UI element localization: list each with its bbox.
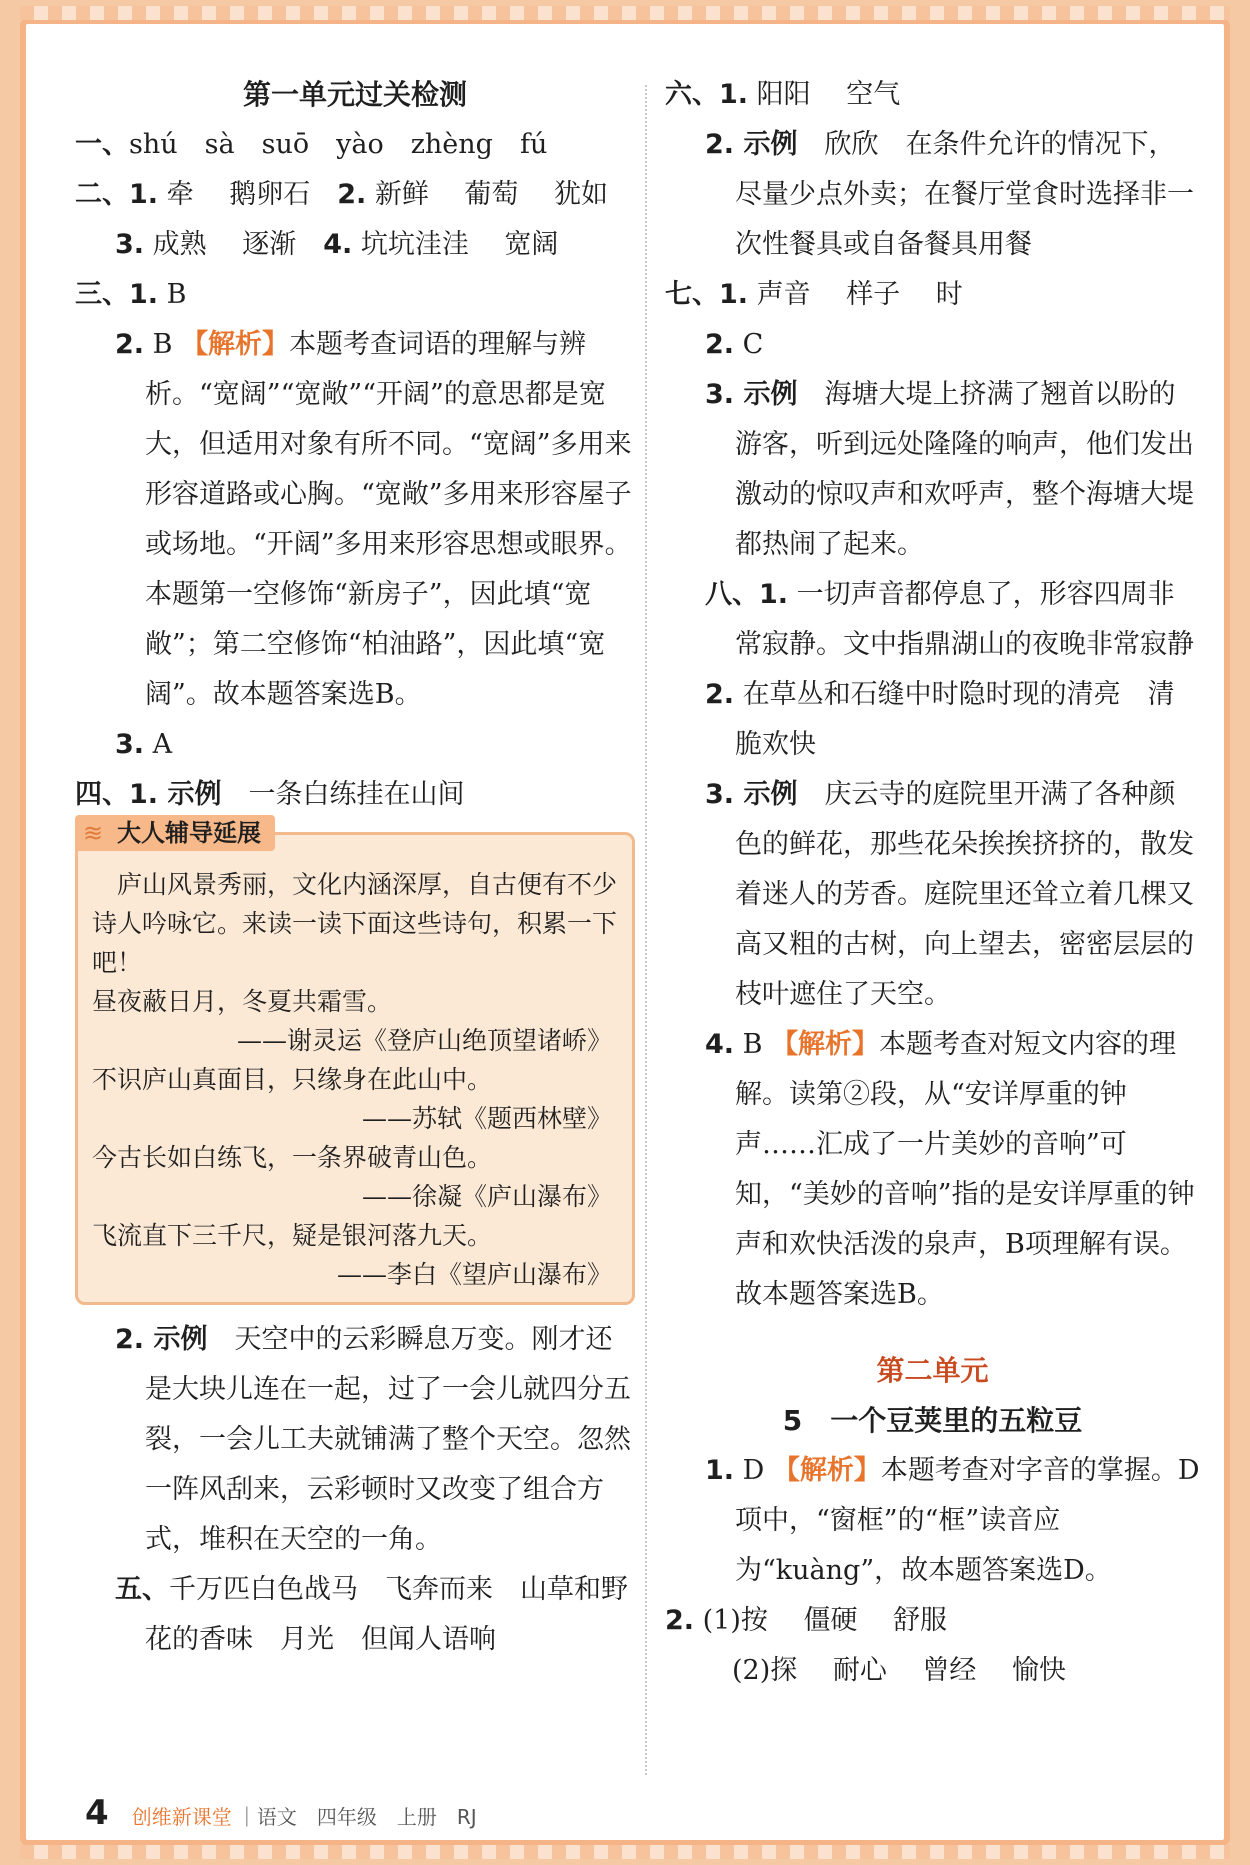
extension-box [75, 819, 635, 1305]
poem-line: 飞流直下三千尺，疑是银河落九天。 [92, 1221, 493, 1250]
answer-text: 海塘大堤上挤满了翘首以盼的游客，听到远处隆隆的响声，他们发出激动的惊叹声和欢呼声，整个海塘大堤都热闹了起来。 [735, 379, 1194, 560]
question-number: 1. [705, 1455, 735, 1486]
answer-text: shú sà suō yào zhèng fú [129, 129, 548, 160]
answer-text: 牵 鹅卵石 [158, 179, 338, 210]
question-number: 2. [115, 329, 145, 360]
right-column [665, 70, 1200, 1696]
extension-box-title-text: 大人辅导延展 [117, 819, 261, 847]
right-column-body [665, 70, 1200, 1696]
answer-text: 一条白练挂在山间 [221, 779, 465, 810]
bottom-border-decoration [20, 1845, 1230, 1859]
answer-text: 在草丛和石缝中时隐时现的清亮 清脆欢快 [734, 679, 1175, 760]
answer-text: 天空中的云彩瞬息万变。刚才还是大块儿连在一起，过了一会儿就四分五裂，一会儿工夫就铺满了整个天空。忽然一阵风刮来，云彩顿时又改变了组合方式，堆积在天空的一角。 [145, 1324, 631, 1555]
poem-source: ——李白《望庐山瀑布》 [336, 1260, 612, 1289]
left-column [75, 70, 635, 1665]
poem-line: 今古长如白练飞，一条界破青山色。 [92, 1143, 493, 1172]
lesson-title: 5 一个豆荚里的五粒豆 [782, 1404, 1083, 1437]
footer-brand: 创维新课堂 [131, 1805, 232, 1829]
question-number: 4. [323, 229, 353, 260]
extension-intro: 庐山风景秀丽，文化内涵深厚，自古便有不少诗人吟咏它。来读一读下面这些诗句，积累一下吧！ [92, 870, 618, 977]
extension-box-title [75, 815, 275, 851]
question-number: 四、1. [75, 779, 159, 810]
question-number: 2. [665, 1605, 695, 1636]
answer-line [665, 120, 1200, 270]
answer-text: B [144, 329, 182, 360]
question-number: 2. [705, 329, 735, 360]
wave-icon: ≋ [83, 819, 104, 847]
answer-line [75, 720, 635, 770]
question-number: 2. [705, 679, 735, 710]
footer-info: ｜语文 四年级 上册 RJ [236, 1805, 477, 1829]
answer-line [75, 1565, 635, 1665]
question-number: 五、 [115, 1574, 169, 1605]
answer-text: B [734, 1029, 772, 1060]
analysis-tag: 【解析】 [771, 1029, 880, 1060]
answer-line [665, 570, 1200, 670]
answer-line [75, 770, 635, 820]
top-border-decoration [20, 6, 1230, 20]
poem-source: ——谢灵运《登庐山绝顶望诸峤》 [236, 1026, 612, 1055]
answer-text: D [734, 1455, 773, 1486]
left-column-body [75, 120, 635, 1665]
example-tag: 示例 [734, 379, 798, 410]
question-number: 2. [705, 129, 735, 160]
answer-text: C [734, 329, 764, 360]
analysis-tag: 【解析】 [181, 329, 290, 360]
example-tag: 示例 [158, 779, 222, 810]
answer-text: 本题考查对短文内容的理解。读第②段，从“安详厚重的钟声……汇成了一片美妙的音响”可知，“美妙的音响”指的是安详厚重的钟声和欢快活泼的泉声，B项理解有误。故本题答案选B。 [735, 1029, 1195, 1310]
answer-text: 庆云寺的庭院里开满了各种颜色的鲜花，那些花朵挨挨挤挤的，散发着迷人的芳香。庭院里还耸立着几棵又高又粗的古树，向上望去，密密层层的枝叶遮住了天空。 [735, 779, 1194, 1010]
answer-text: 一切声音都停息了，形容四周非常寂静。文中指鼎湖山的夜晚非常寂静 [735, 579, 1194, 660]
unit-heading: 第二单元 [876, 1354, 989, 1387]
answer-line [665, 770, 1200, 1020]
question-number: 2. [337, 179, 367, 210]
answer-text: 坑坑洼洼 宽阔 [352, 229, 559, 260]
poem-source: ——徐凝《庐山瀑布》 [361, 1182, 612, 1211]
question-number: 3. [115, 729, 145, 760]
question-number: 4. [705, 1029, 735, 1060]
answer-line [665, 1596, 1200, 1646]
answer-line [665, 320, 1200, 370]
analysis-tag: 【解析】 [772, 1455, 881, 1486]
question-number: 2. [115, 1324, 145, 1355]
poem-source: ——苏轼《题西林壁》 [361, 1104, 612, 1133]
question-number: 3. [115, 229, 145, 260]
answer-line [665, 1446, 1200, 1596]
poem-line: 昼夜蔽日月，冬夏共霜雪。 [92, 987, 393, 1016]
answer-line [75, 320, 635, 720]
answer-line [665, 70, 1200, 120]
answer-text: 声音 样子 时 [748, 279, 963, 310]
answer-line [665, 270, 1200, 320]
question-number: 3. [705, 779, 735, 810]
answer-line [75, 1315, 635, 1565]
column-divider [645, 85, 647, 1775]
answer-line [665, 370, 1200, 570]
answer-line [75, 220, 635, 270]
page-number: 4 [85, 1793, 109, 1833]
answer-text: 欣欣 在条件允许的情况下，尽量少点外卖；在餐厅堂食时选择非一次性餐具或自备餐具用餐 [735, 129, 1194, 260]
question-number: 3. [705, 379, 735, 410]
example-tag: 示例 [734, 129, 798, 160]
answer-text: 千万匹白色战马 飞奔而来 山草和野花的香味 月光 但闻人语响 [145, 1574, 628, 1655]
poem-line: 不识庐山真面目，只缘身在此山中。 [92, 1065, 493, 1094]
answer-text: (2)探 耐心 曾经 愉快 [705, 1655, 1066, 1686]
answer-line [75, 270, 635, 320]
page-title: 第一单元过关检测 [242, 78, 467, 111]
answer-line [665, 670, 1200, 770]
answer-text: 成熟 逐渐 [144, 229, 324, 260]
example-tag: 示例 [144, 1324, 208, 1355]
answer-line [75, 120, 635, 170]
example-tag: 示例 [734, 779, 798, 810]
answer-text: 新鲜 葡萄 犹如 [366, 179, 609, 210]
answer-text: 本题考查词语的理解与辨析。“宽阔”“宽敞”“开阔”的意思都是宽大，但适用对象有所不同。“宽阔”多用来形容道路或心胸。“宽敞”多用来形容屋子或场地。“开阔”多用来形容思想或眼界。本题第一空修饰“新房子”，因此填“宽敞”；第二空修饰“柏油路”，因此填“宽阔”。故本题答案选B。 [145, 329, 632, 710]
answer-line [665, 1646, 1200, 1696]
answer-text: 阳阳 空气 [748, 79, 901, 110]
question-number: 一、 [75, 129, 129, 160]
page-footer [85, 1793, 477, 1833]
question-number: 二、1. [75, 179, 159, 210]
question-number: 七、1. [665, 279, 749, 310]
question-number: 六、1. [665, 79, 749, 110]
question-number: 八、1. [705, 579, 789, 610]
answer-line [75, 170, 635, 220]
answer-text: (1)按 僵硬 舒服 [694, 1605, 948, 1636]
answer-text: 本题考查对字音的掌握。D项中，“窗框”的“框”读音应为“kuàng”，故本题答案选D。 [735, 1455, 1200, 1586]
question-number: 三、1. [75, 279, 159, 310]
answer-text: B [158, 279, 187, 310]
answer-text: A [144, 729, 173, 760]
answer-line [665, 1020, 1200, 1320]
